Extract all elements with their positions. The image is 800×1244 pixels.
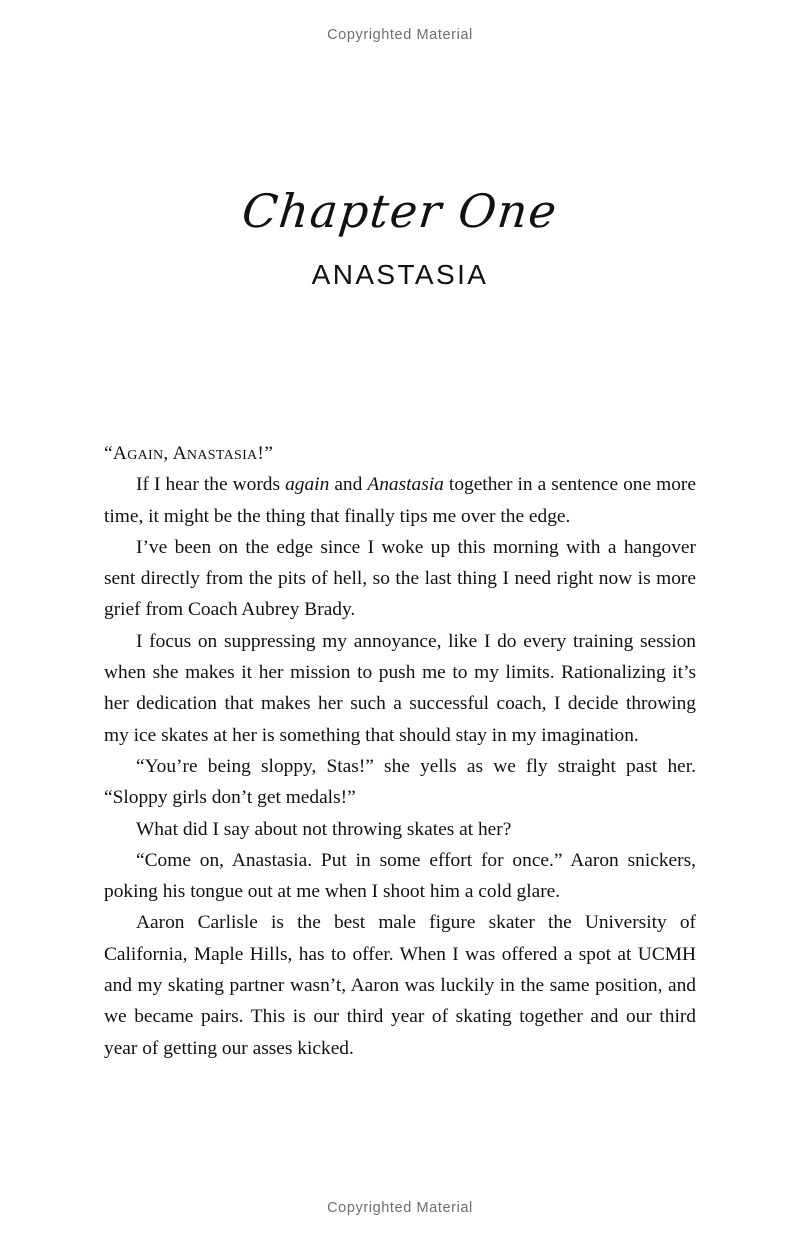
chapter-heading — [0, 186, 800, 291]
copyright-watermark-top: Copyrighted Material — [327, 27, 473, 43]
paragraph-2 — [104, 469, 696, 532]
paragraph-2-part-c: together in a sentence one more time, it might be the thing that finally tips me over the edge. — [104, 474, 696, 527]
paragraph-2-part-b: and — [329, 474, 368, 496]
paragraph-2-emphasis-again: again — [285, 474, 330, 496]
chapter-pov-name: ANASTASIA — [311, 258, 489, 290]
paragraph-8: Aaron Carlisle is the best male figure skater the University of California, Maple Hills, has to offer. When I was offered a spot at UCMH and my skating partner wasn’t, Aaron was luckily in the same position, and we became pairs. This is our third year of skating together and our third year of getting our asses kicked. — [104, 912, 696, 1059]
paragraph-4: I focus on suppressing my annoyance, like I do every training session when she makes it her mission to push me to my limits. Rationalizing it’s her dedication that makes her such a successful coach, I decide throwing my ice skates at her is something that should stay in my imagination. — [104, 630, 696, 746]
chapter-title: Chapter One — [239, 184, 561, 238]
paragraph-7: “Come on, Anastasia. Put in some effort for once.” Aaron snickers, poking his tongue out at me when I shoot him a cold glare. — [104, 849, 696, 903]
paragraph-3: I’ve been on the edge since I woke up this morning with a hangover sent directly from the pits of hell, so the last thing I need right now is more grief from Coach Aubrey Brady. — [104, 536, 696, 621]
paragraph-5: “You’re being sloppy, Stas!” she yells as we fly straight past her. “Sloppy girls don’t get medals!” — [104, 755, 696, 809]
paragraph-6: What did I say about not throwing skates at her? — [136, 818, 512, 840]
chapter-body — [104, 438, 696, 1064]
copyright-watermark-bottom: Copyrighted Material — [327, 1200, 473, 1216]
paragraph-2-emphasis-anastasia: Anastasia — [367, 474, 444, 496]
paragraph-1: “Again, Anastasia!” — [104, 443, 274, 464]
paragraph-2-part-a: If I hear the words — [136, 474, 286, 496]
